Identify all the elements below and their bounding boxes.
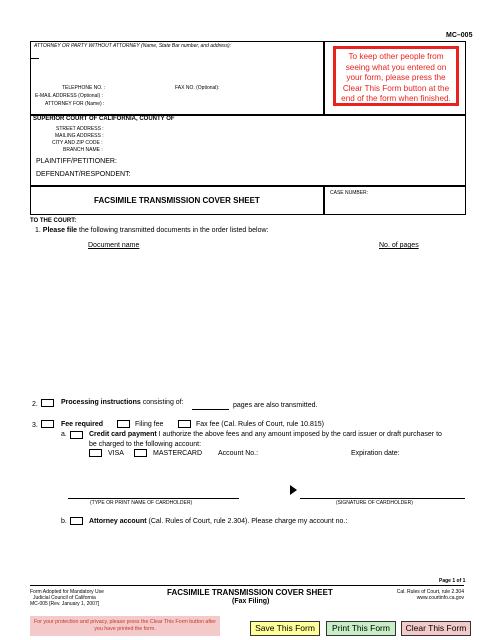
visa-checkbox[interactable] — [89, 449, 102, 457]
signature-field[interactable] — [300, 498, 465, 499]
form-id: MC–005 — [446, 32, 473, 39]
attorney-account-rule: (Cal. Rules of Court, rule 2.304). Please charge my account no.: — [148, 518, 348, 525]
cardholder-name-field[interactable] — [68, 498, 239, 499]
fax-label: FAX NO. (Optional): — [175, 85, 220, 91]
attorney-account-text — [89, 518, 347, 525]
city-label: CITY AND ZIP CODE : — [52, 140, 103, 146]
plaintiff-label: PLAINTIFF/PETITIONER: — [36, 158, 117, 165]
page-number: Page 1 of 1 — [439, 578, 466, 584]
filing-fee-checkbox[interactable] — [117, 420, 130, 428]
court-title: SUPERIOR COURT OF CALIFORNIA, COUNTY OF — [33, 116, 175, 122]
item3-num: 3. — [32, 422, 38, 429]
item2-text — [61, 399, 184, 406]
credit-card-text — [89, 431, 442, 438]
footer-title: FACSIMILE TRANSMISSION COVER SHEET — [167, 588, 333, 597]
footer-rule — [30, 585, 464, 586]
footer-subtitle: (Fax Filing) — [232, 598, 270, 605]
filing-fee-label: Filing fee — [135, 421, 164, 428]
defendant-label: DEFENDANT/RESPONDENT: — [36, 171, 131, 178]
credit-card-bold: Credit card payment — [89, 431, 157, 438]
item1-bold: Please file — [42, 227, 78, 234]
adopted-line1: Form Adopted for Mandatory Use — [30, 589, 104, 595]
fee-required-label: Fee required — [61, 421, 104, 428]
item1-num: 1. — [35, 227, 41, 234]
telephone-label: TELEPHONE NO. : — [62, 85, 106, 91]
fax-fee-label: Fax fee (Cal. Rules of Court, rule 10.815) — [196, 421, 325, 428]
attorney-account-bold: Attorney account — [89, 518, 147, 525]
adopted-line2: Judicial Council of California — [33, 595, 96, 601]
signature-caption: (SIGNATURE OF CARDHOLDER) — [336, 500, 413, 506]
adopted-block — [30, 589, 104, 607]
col-no-of-pages: No. of pages — [379, 242, 419, 249]
branch-label: BRANCH NAME : — [63, 147, 103, 153]
col-document-name: Document name — [88, 242, 140, 249]
mastercard-checkbox[interactable] — [134, 449, 147, 457]
rule-block — [380, 589, 464, 601]
item3b-label: b. — [61, 518, 67, 525]
attorney-dash — [31, 58, 39, 59]
item1 — [35, 227, 269, 234]
privacy-notice: For your protection and privacy, please press the Clear This Form button after you have printed the form. — [30, 616, 220, 636]
fax-fee-checkbox[interactable] — [178, 420, 191, 428]
cover-title: FACSIMILE TRANSMISSION COVER SHEET — [94, 196, 260, 205]
clear-button[interactable]: Clear This Form — [401, 621, 471, 636]
item3-checkbox[interactable] — [41, 420, 54, 428]
cardholder-name-caption: (TYPE OR PRINT NAME OF CARDHOLDER) — [90, 500, 193, 506]
visa-label: VISA — [108, 450, 124, 457]
pages-count-field[interactable] — [192, 409, 229, 410]
item2-label: consisting of: — [142, 399, 184, 406]
credit-card-checkbox[interactable] — [70, 431, 83, 439]
clear-form-notice: To keep other people from seeing what you entered on your form, please press the Clear This Form button at the end of the form when finished. — [333, 46, 459, 106]
item1-text: the following transmitted documents in the order listed below: — [79, 227, 269, 234]
mastercard-label: MASTERCARD — [153, 450, 203, 457]
attorney-header: ATTORNEY OR PARTY WITHOUT ATTORNEY (Name, State Bar number, and address): — [34, 43, 232, 49]
item2-num: 2. — [32, 401, 38, 408]
item3a-label: a. — [61, 431, 67, 438]
rule-line: Cal. Rules of Court, rule 2.304 — [396, 589, 464, 595]
expiration-label: Expiration date: — [351, 450, 400, 457]
item2-tail: pages are also transmitted. — [233, 402, 318, 409]
credit-card-auth: I authorize the above fees and any amount imposed by the card issuer or draft purchaser to — [158, 431, 442, 438]
case-number-label: CASE NUMBER: — [330, 190, 369, 196]
account-no-label: Account No.: — [218, 450, 259, 457]
street-label: STREET ADDRESS : — [56, 126, 104, 132]
adopted-line3: MC-005 [Rev. January 1, 2007] — [30, 601, 100, 607]
credit-card-text2: be charged to the following account: — [89, 441, 202, 448]
item2-checkbox[interactable] — [41, 399, 54, 407]
attorney-for-label: ATTORNEY FOR (Name) : — [45, 101, 105, 107]
save-button[interactable]: Save This Form — [250, 621, 320, 636]
signature-arrow-icon — [290, 485, 297, 495]
email-label: E-MAIL ADDRESS (Optional) : — [35, 93, 103, 99]
item2-bold: Processing instructions — [61, 399, 141, 406]
website-line: www.courtinfo.ca.gov — [416, 595, 464, 601]
attorney-account-checkbox[interactable] — [70, 517, 83, 525]
to-court: TO THE COURT: — [30, 218, 77, 224]
print-button[interactable]: Print This Form — [326, 621, 396, 636]
mailing-label: MAILING ADDRESS : — [55, 133, 104, 139]
